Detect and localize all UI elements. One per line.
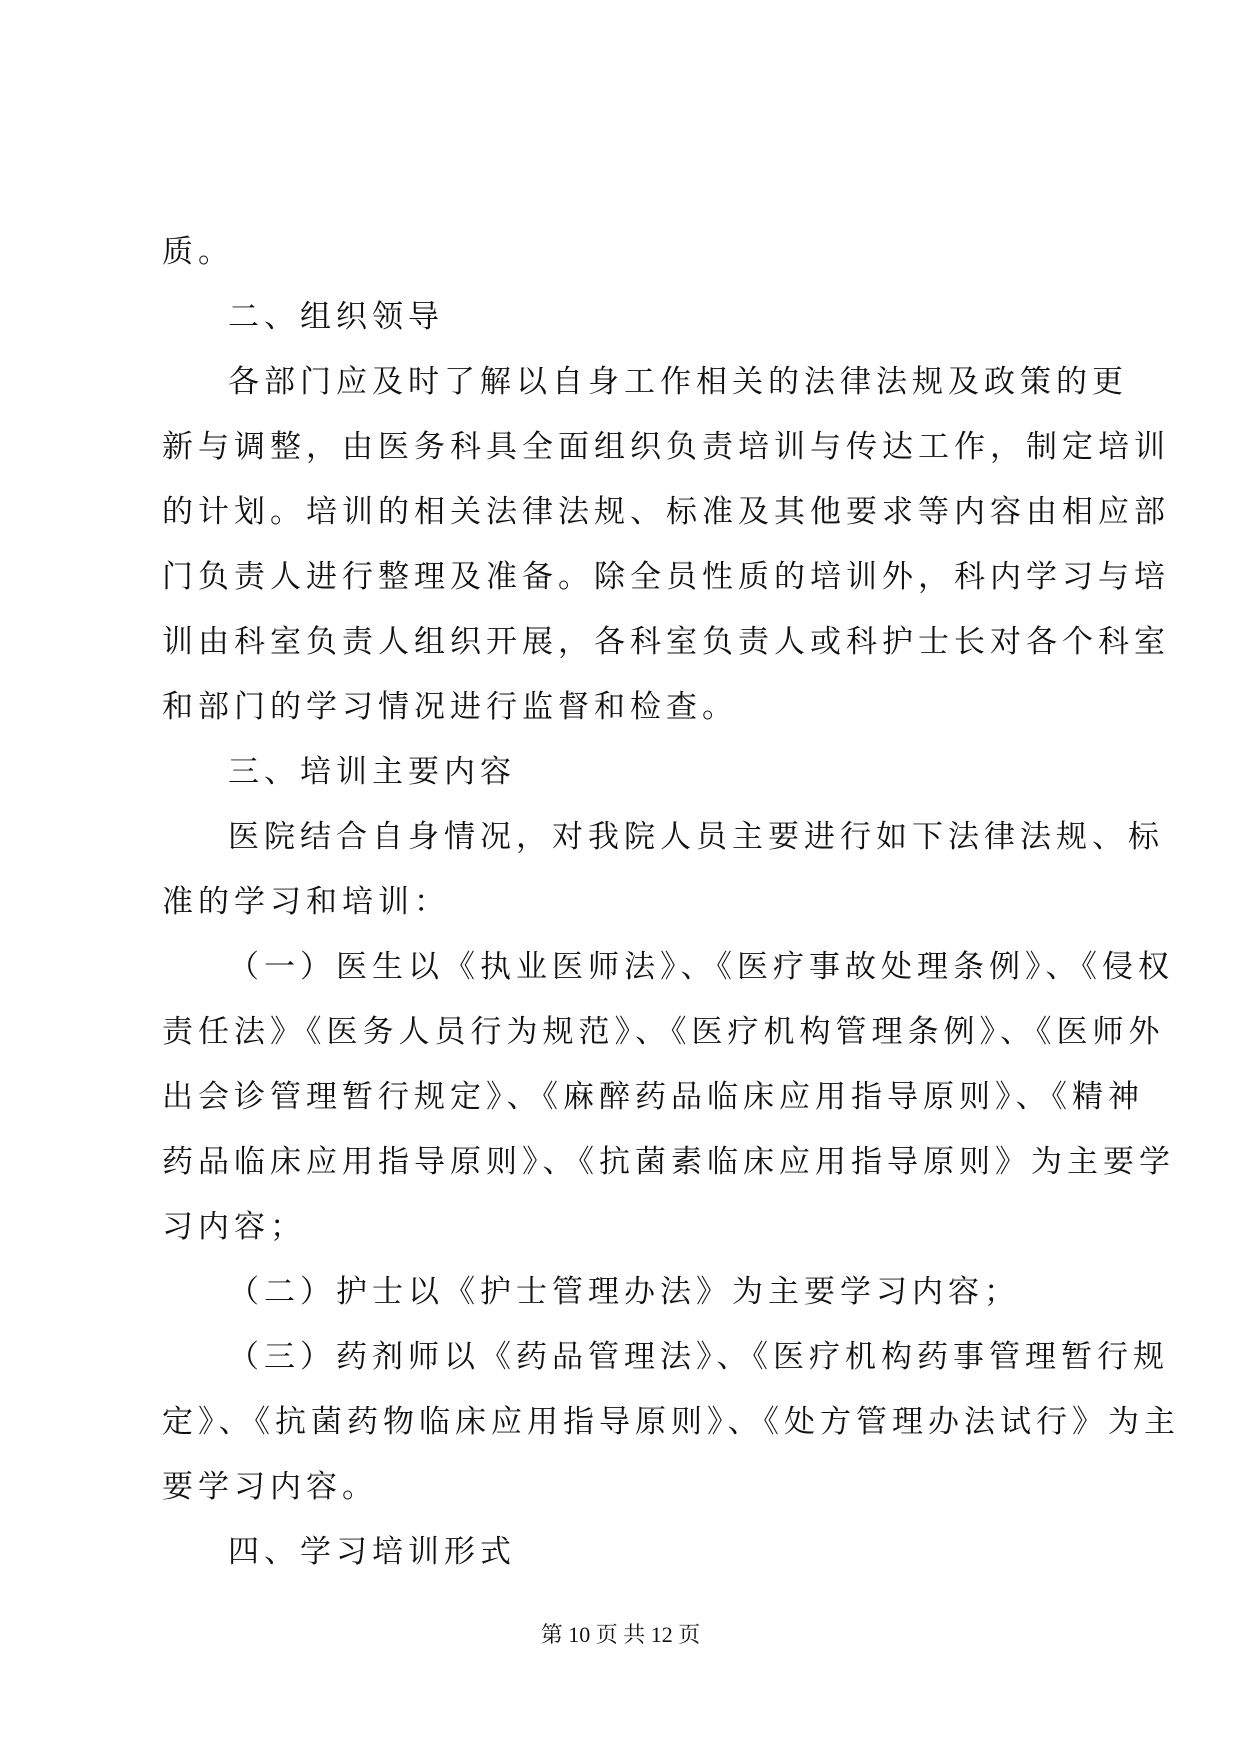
- paragraph-line: 质。: [162, 234, 234, 270]
- paragraph-line: 准的学习和培训：: [162, 884, 450, 920]
- paragraph-line: 门负责人进行整理及准备。除全员性质的培训外，科内学习与培: [162, 559, 1170, 595]
- list-item-nurses: （二）护士以《护士管理办法》为主要学习内容；: [228, 1274, 1020, 1310]
- paragraph-line: 习内容；: [162, 1209, 306, 1245]
- list-item-doctors: （一）医生以《执业医师法》、《医疗事故处理条例》、《侵权: [228, 949, 1174, 985]
- document-body: [162, 220, 1180, 1585]
- paragraph-line: 的计划。培训的相关法律法规、标准及其他要求等内容由相应部: [162, 494, 1170, 530]
- paragraph-line: 责任法》《医务人员行为规范》、《医疗机构管理条例》、《医师外: [162, 1014, 1165, 1050]
- paragraph-line: 药品临床应用指导原则》、《抗菌素临床应用指导原则》为主要学: [162, 1144, 1175, 1180]
- section-heading-organization: 二、组织领导: [228, 299, 444, 335]
- paragraph-line: 出会诊管理暂行规定》、《麻醉药品临床应用指导原则》、《精神: [162, 1079, 1144, 1115]
- paragraph-line: 和部门的学习情况进行监督和检查。: [162, 689, 738, 725]
- paragraph-line: 定》、《抗菌药物临床应用指导原则》、《处方管理办法试行》为主: [162, 1404, 1180, 1440]
- paragraph-line: 要学习内容。: [162, 1469, 378, 1505]
- section-heading-training-format: 四、学习培训形式: [228, 1534, 516, 1570]
- list-item-pharmacists: （三）药剂师以《药品管理法》、《医疗机构药事管理暂行规: [228, 1339, 1169, 1375]
- paragraph-line: 医院结合自身情况，对我院人员主要进行如下法律法规、标: [228, 819, 1164, 855]
- paragraph-line: 新与调整，由医务科具全面组织负责培训与传达工作，制定培训: [162, 429, 1170, 465]
- section-heading-training-content: 三、培训主要内容: [228, 754, 516, 790]
- page-number-footer: 第 10 页 共 12 页: [540, 1622, 701, 1647]
- paragraph-line: 训由科室负责人组织开展，各科室负责人或科护士长对各个科室: [162, 624, 1170, 660]
- paragraph-line: 各部门应及时了解以自身工作相关的法律法规及政策的更: [228, 364, 1128, 400]
